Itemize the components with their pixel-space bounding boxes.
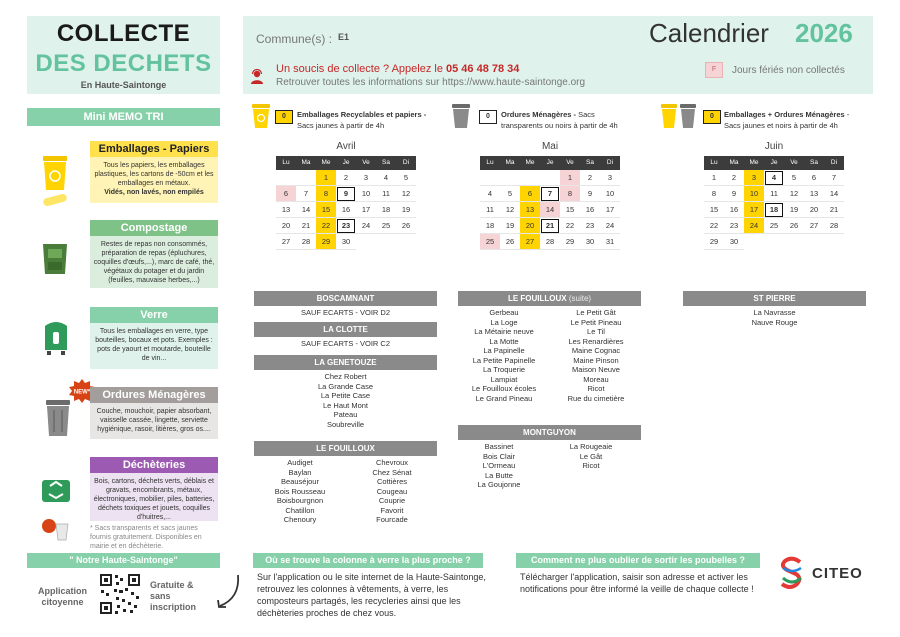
holiday-legend-label: Jours fériés non collectés [732,65,845,76]
day-cell: 29 [316,234,336,250]
grey-bin-icon [450,103,472,129]
list-item: Chenoury [283,515,317,524]
day-cell: 9 [336,186,356,202]
list-item: Le Gât [579,451,603,461]
holiday-legend-swatch: F [705,62,723,78]
bags-new-icon [40,516,70,542]
list-item: Couprie [378,496,406,505]
list-item: Chez Sénat [372,467,412,477]
day-cell: 28 [824,218,844,234]
list-item: Audiget [287,458,313,467]
commune-montguyon-col1 [458,442,540,490]
day-cell: 24 [744,218,764,234]
section-compostage-title: Compostage [90,220,218,236]
list-item: La Rougeaie [569,442,613,451]
day-cell: 4 [764,170,784,186]
day-cell: 20 [804,202,824,218]
day-cell: 27 [276,234,296,250]
weekday-header: Lu [480,156,500,170]
month-title: Juin [764,141,784,152]
list-item: Chez Robert [324,372,367,381]
list-item: Le Petit Gât [576,308,616,317]
commune-le-fouilloux-title: LE FOUILLOUX [254,441,437,456]
commune-le-fouilloux-suite-name: LE FOUILLOUX [507,294,567,303]
citeo-logo: CITEO [812,565,863,582]
list-item: Gerbeau [489,308,519,317]
month-grid [704,156,844,250]
day-cell: 21 [296,218,316,234]
list-item: La Goujonne [477,480,521,489]
legend-both-detail: Sacs jaunes et noirs à partir de 4h [724,121,838,130]
calendar-year: 2026 [795,18,853,48]
support-agent-icon [249,69,265,85]
grey-bin-icon [43,398,73,440]
day-cell: 5 [396,170,416,186]
list-item: Bassinet [484,442,514,451]
legend-both-swatch: 0 [703,110,721,124]
day-cell: 5 [784,170,804,186]
app-banner: " Notre Haute-Saintonge" [27,553,220,568]
day-cell: 24 [600,218,620,234]
website-info: Retrouver toutes les informations sur https://www.haute-saintonge.org [276,77,586,88]
day-cell: 10 [356,186,376,202]
weekday-header: Di [824,156,844,170]
day-cell: 25 [376,218,396,234]
day-cell: 23 [580,218,600,234]
list-item: La Motte [489,336,519,346]
recycling-center-icon [40,474,72,504]
commune-label: Commune(s) : [256,32,333,46]
commune-montguyon-col2 [550,442,632,471]
calendar-april [276,141,416,250]
list-item: Baylan [288,467,312,477]
weekday-header: Ve [560,156,580,170]
app-label: Application citoyenne [38,586,87,607]
commune-la-genetouze-list [254,372,437,429]
day-cell: 13 [276,202,296,218]
list-item: Boisbourgnon [276,496,324,505]
weekday-header: Me [744,156,764,170]
title-line2: DES DECHETS [35,50,212,77]
list-item: La Grande Case [317,381,374,391]
weekday-header: Ma [724,156,744,170]
day-cell: 12 [784,186,804,202]
commune-la-clotte-list [254,339,437,349]
list-item: Favorit [380,505,404,515]
reminder-answer: Télécharger l'application, saisir son adresse et activer les notifications pour être informé la veille de chaque collecte ! [520,572,754,594]
list-item: Cottières [376,477,407,486]
legend-recyclable-swatch: 0 [275,110,293,124]
day-cell: 13 [804,186,824,202]
weekday-header: Lu [704,156,724,170]
weekday-header: Je [764,156,784,170]
header-info-panel [243,16,873,94]
list-item: Bois Clair [482,451,516,461]
commune-le-fouilloux-col2 [346,458,438,525]
legend-recyclable-text [297,109,437,131]
day-cell: 7 [824,170,844,186]
subtitle: En Haute-Saintonge [80,80,167,90]
day-cell: 4 [376,170,396,186]
day-cell: 22 [316,218,336,234]
commune-la-genetouze-title: LA GENETOUZE [254,355,437,370]
legend-both-text [724,109,874,131]
legend-ordures-detail: transparents ou noirs à partir de 4h [501,121,618,130]
commune-le-fouilloux-suite-suffix: (suite) [566,294,592,303]
day-cell: 8 [704,186,724,202]
legend-ordures-inline: Sacs [576,110,595,119]
day-cell: 25 [480,234,500,250]
day-cell: 8 [560,186,580,202]
list-item: Soubreville [326,419,365,429]
composter-icon [40,240,70,276]
day-cell: 6 [804,170,824,186]
glass-container-question: Où se trouve la colonne à verre la plus proche ? [253,553,483,568]
day-cell: 22 [704,218,724,234]
day-cell: 26 [784,218,804,234]
day-cell: 15 [560,202,580,218]
day-cell: 28 [540,234,560,250]
legend-both-title: Emballages + Ordures Ménagères [724,110,845,119]
day-cell: 24 [356,218,376,234]
day-cell: 11 [764,186,784,202]
day-cell: 14 [540,202,560,218]
commune-value: E1 [338,32,350,42]
day-cell: 2 [336,170,356,186]
list-item: Maine Pinson [573,355,619,365]
day-cell: 7 [296,186,316,202]
day-cell: 2 [724,170,744,186]
both-bins-icon [660,103,698,129]
list-item: La Petite Case [320,391,371,400]
day-cell: 3 [744,170,764,186]
commune-st-pierre-title: ST PIERRE [683,291,866,306]
memo-title: Mini MEMO TRI [27,108,220,126]
day-cell: 15 [316,202,336,218]
empty-day-cell [520,170,540,186]
legend-ordures-title: Ordures Ménagères - [501,110,577,119]
list-item: Chevroux [375,458,409,467]
day-cell: 17 [356,202,376,218]
legend-ordures-text [501,109,651,131]
weekday-header: Je [540,156,560,170]
list-item: Cougeau [376,486,408,496]
empty-day-cell [276,170,296,186]
day-cell: 29 [560,234,580,250]
list-item: Maison Neuve [572,365,620,374]
day-cell: 30 [580,234,600,250]
yellow-bin-icon [250,103,272,129]
day-cell: 7 [540,186,560,202]
commune-le-fouilloux-suite-title [458,291,641,306]
list-item: Lampiat [490,374,518,384]
section-decheteries-title: Déchèteries [90,457,218,473]
list-item: Le Petit Pineau [570,317,622,327]
collection-alert [276,63,519,75]
day-cell: 23 [724,218,744,234]
legend-ordures-swatch: 0 [479,110,497,124]
section-compostage-body: Restes de repas non consommés, préparation de repas (épluchures, coquilles d'œufs,...), marc de café, thé, végétaux du potager et du jardin (feuilles, mauvaise herbes,...) [90,236,218,288]
day-cell: 14 [296,202,316,218]
section-emballages-text: Tous les papiers, les emballages plastiques, les cartons de -50cm et les emballages en métaux. [94,162,214,187]
day-cell: 15 [704,202,724,218]
day-cell: 19 [500,218,520,234]
day-cell: 17 [600,202,620,218]
empty-day-cell [500,170,520,186]
list-item: Les Renardières [568,336,624,346]
day-cell: 25 [764,218,784,234]
list-item: Ricot [582,461,600,470]
weekday-header: Ve [356,156,376,170]
day-cell: 1 [316,170,336,186]
calendar-title: Calendrier [649,18,769,48]
day-cell: 12 [396,186,416,202]
free-label: Gratuite & sans inscription [150,580,197,612]
day-cell: 9 [580,186,600,202]
weekday-header: Ve [784,156,804,170]
list-item: Le Fouilloux écoles [471,384,537,393]
day-cell: 14 [824,186,844,202]
title-line1: COLLECTE [56,20,191,47]
day-cell: 18 [480,218,500,234]
glass-container-icon [41,318,71,356]
section-emballages-title: Emballages - Papiers [90,141,218,157]
day-cell: 30 [336,234,356,250]
list-item: SAUF ECARTS - VOIR C2 [300,339,391,348]
new-badge-label: NEW* [73,389,91,396]
section-verre-body: Tous les emballages en verre, type bouteilles, bocaux et pots. Exemples : pots de yaourt et moutarde, bouteille de vin... [90,323,218,369]
day-cell: 26 [396,218,416,234]
list-item: La Loge [490,317,518,327]
list-item: La Troquerie [482,365,526,374]
weekday-header: Di [600,156,620,170]
list-item: Maine Cognac [571,346,621,355]
day-cell: 11 [480,202,500,218]
weekday-header: Ma [296,156,316,170]
list-item: Rue du cimetière [567,393,625,403]
legend-recyclable-title: Emballages Recyclables et papiers - [297,110,427,119]
day-cell: 3 [600,170,620,186]
reminder-question: Comment ne plus oublier de sortir les poubelles ? [516,553,760,568]
day-cell: 27 [804,218,824,234]
section-ordures-body: Couche, mouchoir, papier absorbant, vaisselle cassée, lingette, serviette hygiénique, rasoir, litières, gros os.... [90,403,218,439]
day-cell: 17 [744,202,764,218]
commune-la-clotte-title: LA CLOTTE [254,322,437,337]
day-cell: 16 [580,202,600,218]
weekday-header: Sa [580,156,600,170]
day-cell: 5 [500,186,520,202]
month-grid [480,156,620,250]
list-item: Nauve Rouge [751,317,798,327]
day-cell: 26 [500,234,520,250]
commune-le-fouilloux-col1 [254,458,346,525]
day-cell: 19 [396,202,416,218]
commune-le-fouilloux-suite-col1 [458,308,550,403]
weekday-header: Lu [276,156,296,170]
day-cell: 13 [520,202,540,218]
day-cell: 4 [480,186,500,202]
list-item: La Papinelle [483,346,525,355]
phone-number[interactable]: 05 46 48 78 34 [446,63,520,75]
list-item: Le Haut Mont [322,400,369,410]
curved-arrow-icon [214,572,242,612]
day-cell: 29 [704,234,724,250]
section-ordures-title: Ordures Ménagères [90,387,218,403]
list-item: La Métairie neuve [474,327,534,336]
haute-saintonge-logo [778,556,806,594]
commune-montguyon-title: MONTGUYON [458,425,641,440]
day-cell: 3 [356,170,376,186]
list-item: La Navrasse [753,308,796,317]
day-cell: 23 [336,218,356,234]
section-verre-title: Verre [90,307,218,323]
weekday-header: Ma [500,156,520,170]
day-cell: 22 [560,218,580,234]
day-cell: 27 [520,234,540,250]
empty-day-cell [296,170,316,186]
day-cell: 2 [580,170,600,186]
month-grid [276,156,416,250]
commune-le-fouilloux-suite-col2 [550,308,642,403]
day-cell: 18 [764,202,784,218]
month-title: Mai [541,141,559,152]
yellow-bin-icon [40,154,70,208]
commune-boscamnant-title: BOSCAMNANT [254,291,437,306]
day-cell: 11 [376,186,396,202]
day-cell: 9 [724,186,744,202]
day-cell: 21 [540,218,560,234]
weekday-header: Sa [804,156,824,170]
list-item: L'Ormeau [482,461,516,470]
day-cell: 12 [500,202,520,218]
glass-container-answer: Sur l'application ou le site internet de la Haute-Saintonge, retrouvez les colonnes à vêtements, à verre, les composteurs partagés, les recycleries ainsi que les déchèteries proches de chez vous. [257,572,486,618]
legend-both-inline: - [844,110,850,119]
calendar-may [480,141,620,250]
section-decheteries-body: Bois, cartons, déchets verts, déblais et gravats, encombrants, métaux, électroniques, mobilier, piles, batteries, déchets toxiques et jouets, coquilles d'huitres,... [90,473,218,521]
empty-day-cell [480,170,500,186]
day-cell: 16 [336,202,356,218]
day-cell: 18 [376,202,396,218]
day-cell: 8 [316,186,336,202]
list-item: Le Til [587,327,605,336]
legend-recyclable-detail: Sacs jaunes à partir de 4h [297,121,385,130]
day-cell: 28 [296,234,316,250]
commune-boscamnant-list [254,308,437,318]
list-item: Pateau [333,410,358,419]
header-title-panel [27,16,220,94]
weekday-header: Je [336,156,356,170]
weekday-header: Sa [376,156,396,170]
day-cell: 10 [744,186,764,202]
list-item: Le Grand Pineau [475,393,533,403]
qr-code-icon[interactable] [98,572,142,616]
day-cell: 1 [704,170,724,186]
list-item: Beauséjour [281,477,319,486]
list-item: Moreau [583,374,609,384]
alert-text: Un soucis de collecte ? Appelez le [276,63,446,75]
list-item: Bois Rousseau [274,486,326,496]
calendar-june [704,141,844,250]
day-cell: 6 [276,186,296,202]
day-cell: 21 [824,202,844,218]
weekday-header: Me [520,156,540,170]
day-cell: 6 [520,186,540,202]
day-cell: 30 [724,234,744,250]
list-item: SAUF ECARTS - VOIR D2 [300,308,391,317]
day-cell: 16 [724,202,744,218]
day-cell: 20 [276,218,296,234]
list-item: Fourcade [376,515,408,524]
list-item: La Petite Papinelle [472,355,536,365]
day-cell: 31 [600,234,620,250]
empty-day-cell [540,170,560,186]
commune-st-pierre-list [683,308,866,327]
weekday-header: Di [396,156,416,170]
day-cell: 19 [784,202,804,218]
weekday-header: Me [316,156,336,170]
list-item: Ricot [587,384,605,393]
section-emballages-bold: Vidés, non lavés, non empilés [104,189,204,196]
day-cell: 10 [600,186,620,202]
list-item: La Butte [485,470,513,480]
month-title: Avril [336,141,356,152]
list-item: Chatillon [285,505,315,515]
bags-footnote: * Sacs transparents et sacs jaunes fournis gratuitement. Disponibles en mairie et en déchèterie. [90,525,202,550]
day-cell: 1 [560,170,580,186]
section-emballages-body [90,157,218,203]
day-cell: 20 [520,218,540,234]
